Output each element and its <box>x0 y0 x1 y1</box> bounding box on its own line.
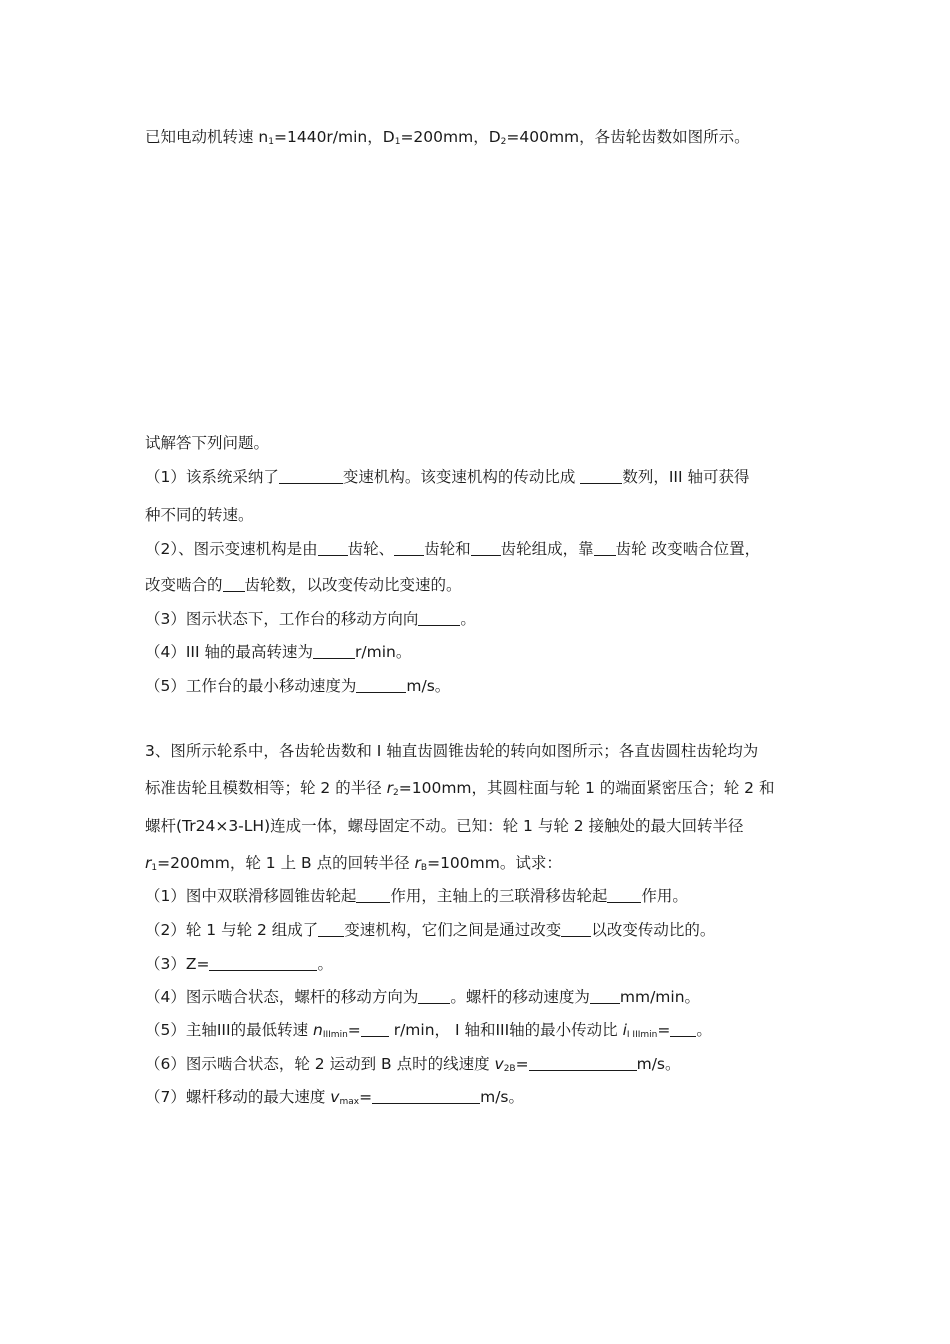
problem1-q3 <box>145 609 476 629</box>
p3q5-text-d: = <box>657 1021 671 1039</box>
n-symbol: n <box>313 1021 323 1039</box>
problem3-q4 <box>145 987 700 1007</box>
answer-blank <box>418 611 460 626</box>
p3q6-text-c: m/s。 <box>636 1055 681 1073</box>
problem3-q3 <box>145 954 333 974</box>
q2-text-a: （2）、图示变速机构是由 <box>145 540 318 558</box>
problem3-para-line2 <box>145 778 774 803</box>
q2-text-g: 齿轮数，以改变传动比变速的。 <box>244 576 462 594</box>
vmax-subscript: max <box>339 1097 360 1107</box>
answer-blank <box>356 678 406 693</box>
p3q1-text-c: 作用。 <box>641 887 688 905</box>
problem3-para-line1: 3、图所示轮系中，各齿轮齿数和 I 轴直齿圆锥齿轮的转向如图所示；各直齿圆柱齿轮均为 <box>145 742 759 760</box>
q5-text-b: m/s。 <box>406 677 451 695</box>
q2-text-b: 齿轮、 <box>347 540 395 558</box>
answer-blank <box>607 888 641 903</box>
i-subscript: I IIImin <box>626 1030 658 1040</box>
p3q2-text-a: （2）轮 1 与轮 2 组成了 <box>145 921 319 939</box>
p3q1-text-b: 作用，主轴上的三联滑移齿轮起 <box>390 887 608 905</box>
r2-subscript: 2 <box>393 788 399 798</box>
problem1-q2-line2 <box>145 575 462 595</box>
answer-blank <box>318 541 348 556</box>
p3q4-text-a: （4）图示啮合状态，螺杆的移动方向为 <box>145 988 419 1006</box>
p3q3-text-a: （3）Z= <box>145 955 210 973</box>
answer-blank <box>313 644 355 659</box>
answer-blank <box>580 469 622 484</box>
answer-blank <box>279 469 343 484</box>
answer-blank <box>471 541 501 556</box>
answer-blank <box>209 956 317 971</box>
p3q7-text-c: m/s。 <box>480 1088 524 1106</box>
answer-blank <box>418 989 450 1004</box>
rb-subscript: B <box>420 863 428 873</box>
answer-blank <box>372 1089 480 1104</box>
problem1-q4 <box>145 642 411 662</box>
p3q5-text-e: 。 <box>696 1021 712 1039</box>
q5-text-a: （5）工作台的最小移动速度为 <box>145 677 357 695</box>
d1-subscript: 1 <box>394 137 401 147</box>
p3q3-text-b: 。 <box>317 955 333 973</box>
q4-text-a: （4）III 轴的最高转速为 <box>145 643 314 661</box>
problem3-q6 <box>145 1054 681 1079</box>
rb-symbol: r <box>414 854 421 872</box>
d2-subscript: 2 <box>500 137 507 147</box>
r1-symbol: r <box>145 854 152 872</box>
p3q7-text-a: （7）螺杆移动的最大速度 <box>145 1088 331 1106</box>
problem3-q2 <box>145 920 715 940</box>
problem3-q1 <box>145 886 688 906</box>
answer-blank <box>394 541 424 556</box>
q2-text-c: 齿轮和 <box>424 540 471 558</box>
q4-text-b: r/min。 <box>355 643 412 661</box>
v-subscript: 2B <box>503 1064 516 1074</box>
problem1-q1-line1 <box>145 467 749 487</box>
q1-text-a: （1）该系统采纳了 <box>145 468 279 486</box>
p3q2-text-b: 变速机构，它们之间是通过改变 <box>344 921 562 939</box>
p2-text-a: 标准齿轮且模数相等；轮 2 的半径 <box>145 779 387 797</box>
p3q7-text-b: = <box>359 1088 373 1106</box>
problem3-q7 <box>145 1087 524 1112</box>
d2-value: =400mm，各齿轮齿数如图所示。 <box>506 128 750 146</box>
vmax-symbol: v <box>330 1088 340 1106</box>
answer-blank <box>223 577 245 592</box>
answer-blank <box>361 1022 389 1037</box>
q2-text-e: 齿轮 改变啮合位置， <box>615 540 761 558</box>
p3q6-text-a: （6）图示啮合状态，轮 2 运动到 B 点时的线速度 <box>145 1055 495 1073</box>
problem3-q5 <box>145 1020 712 1045</box>
q2-text-d: 齿轮组成，靠 <box>500 540 594 558</box>
q3-text-b: 。 <box>460 610 476 628</box>
p4-text-a: =200mm，轮 1 上 B 点的回转半径 <box>157 854 415 872</box>
v-symbol: v <box>494 1055 504 1073</box>
n-subscript: IIImin <box>322 1030 348 1040</box>
p3q5-text-a: （5）主轴III的最低转速 <box>145 1021 314 1039</box>
problem1-q2-line1 <box>145 539 760 559</box>
intro-line <box>145 127 750 152</box>
q1-text-b: 变速机构。该变速机构的传动比成 <box>342 468 581 486</box>
q3-text-a: （3）图示状态下，工作台的移动方向向 <box>145 610 419 628</box>
answer-blank <box>594 541 616 556</box>
p3q6-text-b: = <box>515 1055 529 1073</box>
r1-subscript: 1 <box>151 863 158 873</box>
problem1-q5 <box>145 676 450 696</box>
n1-subscript: 1 <box>268 137 274 147</box>
problem3-para-line4 <box>145 853 562 878</box>
p3q2-text-c: 以改变传动比的。 <box>591 921 716 939</box>
p2-text-b: =100mm，其圆柱面与轮 1 的端面紧密压合；轮 2 和 <box>398 779 775 797</box>
r2-symbol: r <box>386 779 394 797</box>
answer-blank <box>670 1022 696 1037</box>
p3q4-text-b: 。螺杆的移动速度为 <box>450 988 590 1006</box>
d1-value: =200mm，D <box>400 128 501 146</box>
problem3-para-line3: 螺杆(Tr24×3-LH)连成一体，螺母固定不动。已知：轮 1 与轮 2 接触处的最大回转半径 <box>145 817 744 835</box>
problem1-lead: 试解答下列问题。 <box>145 434 270 452</box>
p3q4-text-c: mm/min。 <box>619 988 701 1006</box>
intro-prefix: 已知电动机转速 n <box>145 128 269 146</box>
p4-text-b: =100mm。试求： <box>427 854 562 872</box>
answer-blank <box>561 922 591 937</box>
p3q1-text-a: （1）图中双联滑移圆锥齿轮起 <box>145 887 357 905</box>
p3q5-text-c: r/min， I 轴和III轴的最小传动比 <box>388 1021 623 1039</box>
p3q5-text-b: = <box>347 1021 361 1039</box>
q1-text-c: 数列，III 轴可获得 <box>622 468 750 486</box>
answer-blank <box>590 989 620 1004</box>
q2-text-f: 改变啮合的 <box>145 576 223 594</box>
answer-blank <box>529 1056 637 1071</box>
answer-blank <box>356 888 390 903</box>
answer-blank <box>318 922 344 937</box>
problem1-q1-line2: 种不同的转速。 <box>145 506 254 524</box>
n1-value: =1440r/min，D <box>274 128 395 146</box>
i-symbol: i <box>622 1021 627 1039</box>
